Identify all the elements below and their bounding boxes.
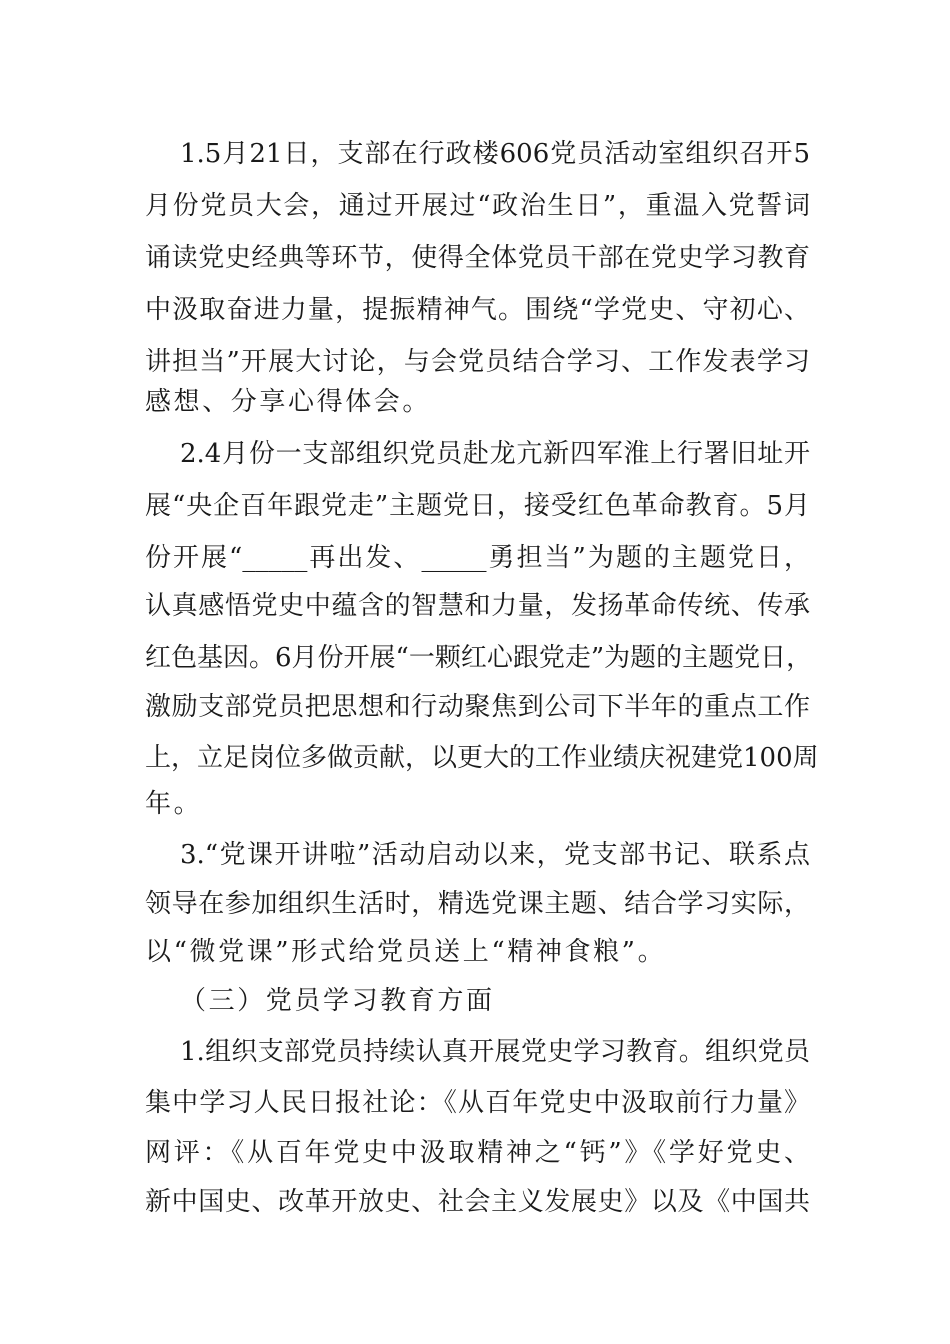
paragraph-2-line-6: 激励支部党员把思想和行动聚焦到公司下半年的重点工作 <box>145 692 810 722</box>
paragraph-1-line-5: 讲担当”开展大讨论，与会党员结合学习、工作发表学习 <box>145 347 810 377</box>
paragraph-2-line-8: 年。 <box>145 789 203 819</box>
paragraph-1-line-3: 诵读党史经典等环节，使得全体党员干部在党史学习教育 <box>145 243 810 273</box>
paragraph-4-line-4: 新中国史、改革开放史、社会主义发展史》以及《中国共 <box>145 1187 810 1217</box>
paragraph-3-line-3: 以“微党课”形式给党员送上“精神食粮”。 <box>145 937 667 967</box>
section-heading: （三）党员学习教育方面 <box>180 986 495 1016</box>
paragraph-1-line-1: 1.5月21日，支部在行政楼606党员活动室组织召开5 <box>180 139 810 169</box>
paragraph-1-line-2: 月份党员大会，通过开展过“政治生日”，重温入党誓词 <box>145 191 810 221</box>
paragraph-3-line-2: 领导在参加组织生活时，精选党课主题、结合学习实际， <box>145 889 810 919</box>
paragraph-2-line-7: 上，立足岗位多做贡献，以更大的工作业绩庆祝建党100周 <box>145 743 819 773</box>
paragraph-4-line-2: 集中学习人民日报社论：《从百年党史中汲取前行力量》 <box>145 1088 810 1118</box>
paragraph-4-line-3: 网评：《从百年党史中汲取精神之“钙”》《学好党史、 <box>145 1138 810 1168</box>
paragraph-4-line-1: 1.组织支部党员持续认真开展党史学习教育。组织党员 <box>180 1037 810 1067</box>
paragraph-1-line-6: 感想、分享心得体会。 <box>145 387 432 417</box>
paragraph-2-line-2: 展“央企百年跟党走”主题党日，接受红色革命教育。5月 <box>145 491 810 521</box>
paragraph-2-line-3: 份开展“_____再出发、_____勇担当”为题的主题党日， <box>145 543 810 573</box>
paragraph-2-line-5: 红色基因。6月份开展“一颗红心跟党走”为题的主题党日， <box>145 643 813 673</box>
paragraph-3-line-1: 3.“党课开讲啦”活动启动以来，党支部书记、联系点 <box>180 840 810 870</box>
paragraph-2-line-4: 认真感悟党史中蕴含的智慧和力量，发扬革命传统、传承 <box>145 591 810 621</box>
paragraph-2-line-1: 2.4月份一支部组织党员赴龙亢新四军淮上行署旧址开 <box>180 439 810 469</box>
paragraph-1-line-4: 中汲取奋进力量，提振精神气。围绕“学党史、守初心、 <box>145 295 810 325</box>
